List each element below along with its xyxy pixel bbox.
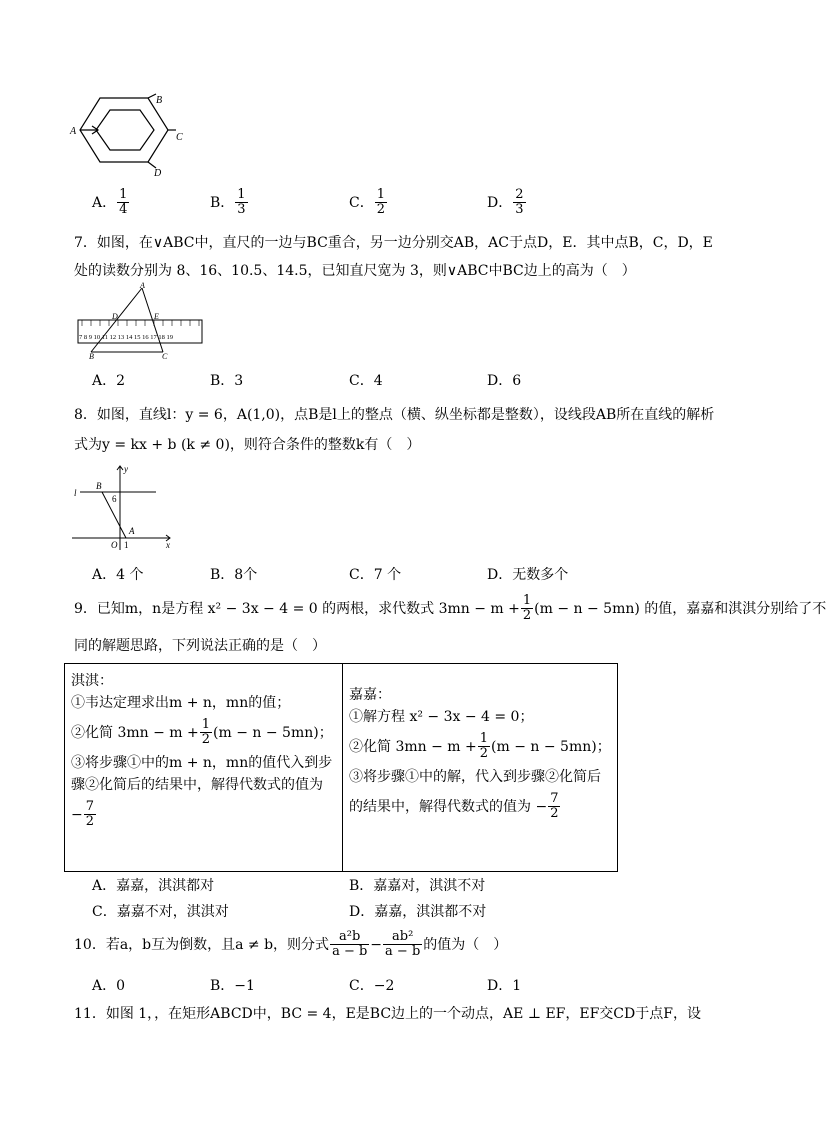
fig8-label-A: A <box>129 526 135 536</box>
q6-option-c[interactable]: C． $\frac{1}{2}$ <box>349 187 385 218</box>
hexagon-figure <box>68 92 198 182</box>
q7-stem-line2: 处的读数分别为 8、16、10.5、14.5，已知直尺宽为 3，则∨ABC中BC边上的高为（ ） <box>74 263 636 279</box>
inner-hexagon <box>96 110 154 150</box>
qiqi-cell: 淇淇： ①韦达定理求出m + n，mn的值； ②化简 3mn − m + $\frac{1}{2}$ (m − n − 5mn)； ③将步骤①中的m + n，mn的值代入到步 骤②化简后的结果中，解得代数式的值为 − $\frac{7}{2}$ <box>65 664 343 872</box>
fig7-label-D: D <box>112 312 118 321</box>
q9-solution-table <box>64 663 618 872</box>
q7-option-b[interactable]: B．3 <box>210 373 244 389</box>
q9-option-c[interactable]: C．嘉嘉不对，淇淇对 <box>92 904 229 920</box>
fig8-label-O: O <box>111 540 118 550</box>
q9-option-b[interactable]: B．嘉嘉对，淇淇不对 <box>349 878 486 894</box>
q10-option-a[interactable]: A．0 <box>92 978 126 994</box>
fig8-label-y: y <box>124 464 128 474</box>
fig7-label-B: B <box>89 352 94 361</box>
q8-option-d[interactable]: D．无数多个 <box>487 567 569 583</box>
fig8-label-1: 1 <box>124 540 129 550</box>
fig7-label-A: A <box>140 281 145 290</box>
fig6-label-D: D <box>154 168 162 179</box>
q8-option-c[interactable]: C．7 个 <box>349 567 402 583</box>
fig6-label-C: C <box>176 132 183 143</box>
q10-option-b[interactable]: B．−1 <box>210 978 255 994</box>
fig7-label-E: E <box>154 312 159 321</box>
jiajia-cell: 嘉嘉： ①解方程 x² − 3x − 4 = 0； ②化简 3mn − m + $\frac{1}{2}$ (m − n − 5mn)； ③将步骤①中的解，代入到步骤②化简后 的结果中，解得代数式的值为 − $\frac{7}{2}$ <box>343 664 618 872</box>
q9-stem-line1: 9．已知m，n是方程 x² − 3x − 4 = 0 的两根，求代数式 3mn − m + $\frac{1}{2}$ (m − n − 5mn) 的值，嘉嘉和淇淇分别给了不 <box>74 593 826 624</box>
q10-stem: 10．若a，b互为倒数，且a ≠ b，则分式 $\frac{\text{a²b}}{a - b}$ − $\frac{\text{ab²}}{a - b}$ 的值为（ ） <box>74 929 508 960</box>
fig6-label-B: B <box>156 95 163 106</box>
coordinate-figure <box>70 462 180 552</box>
q6-option-b[interactable]: B． $\frac{1}{3}$ <box>210 187 246 218</box>
fig8-label-B: B <box>96 481 102 491</box>
fig8-label-x: x <box>166 540 170 550</box>
fig6-label-A: A <box>70 126 77 137</box>
q8-option-a[interactable]: A．4 个 <box>92 567 144 583</box>
q9-option-a[interactable]: A．嘉嘉，淇淇都对 <box>92 878 215 894</box>
q6-option-d[interactable]: D． $\frac{2}{3}$ <box>487 187 524 218</box>
q8-option-b[interactable]: B．8个 <box>210 567 258 583</box>
fig8-label-6: 6 <box>112 494 117 504</box>
fig7-label-C: C <box>162 352 168 361</box>
q9-option-d[interactable]: D．嘉嘉，淇淇都不对 <box>349 904 487 920</box>
fig8-label-l: l <box>74 488 77 498</box>
q9-stem-line2: 同的解题思路，下列说法正确的是（ ） <box>74 638 326 654</box>
q6-option-a[interactable]: A． $\frac{1}{4}$ <box>92 187 128 218</box>
q8-stem-line2: 式为y = kx + b (k ≠ 0)，则符合条件的整数k有（ ） <box>74 437 421 453</box>
q7-option-c[interactable]: C．4 <box>349 373 383 389</box>
q8-stem-line1: 8．如图，直线l：y = 6，A(1,0)，点B是l上的整点（横、纵坐标都是整数），设线段AB所在直线的解析 <box>74 407 715 423</box>
q10-option-c[interactable]: C．−2 <box>349 978 395 994</box>
ruler-triangle-figure <box>74 281 206 361</box>
q7-option-a[interactable]: A．2 <box>92 373 126 389</box>
q7-option-d[interactable]: D．6 <box>487 373 522 389</box>
q10-option-d[interactable]: D．1 <box>487 978 522 994</box>
q7-stem-line1: 7．如图，在∨ABC中，直尺的一边与BC重合，另一边分别交AB，AC于点D，E．其中点B，C，D，E <box>74 235 713 251</box>
ruler-digits: 7 8 9 10 11 12 13 14 15 16 17 18 19 <box>79 334 174 341</box>
q11-stem-line1: 11．如图 1，，在矩形ABCD中，BC = 4，E是BC边上的一个动点，AE ⊥ EF，EF交CD于点F，设 <box>74 1006 701 1022</box>
